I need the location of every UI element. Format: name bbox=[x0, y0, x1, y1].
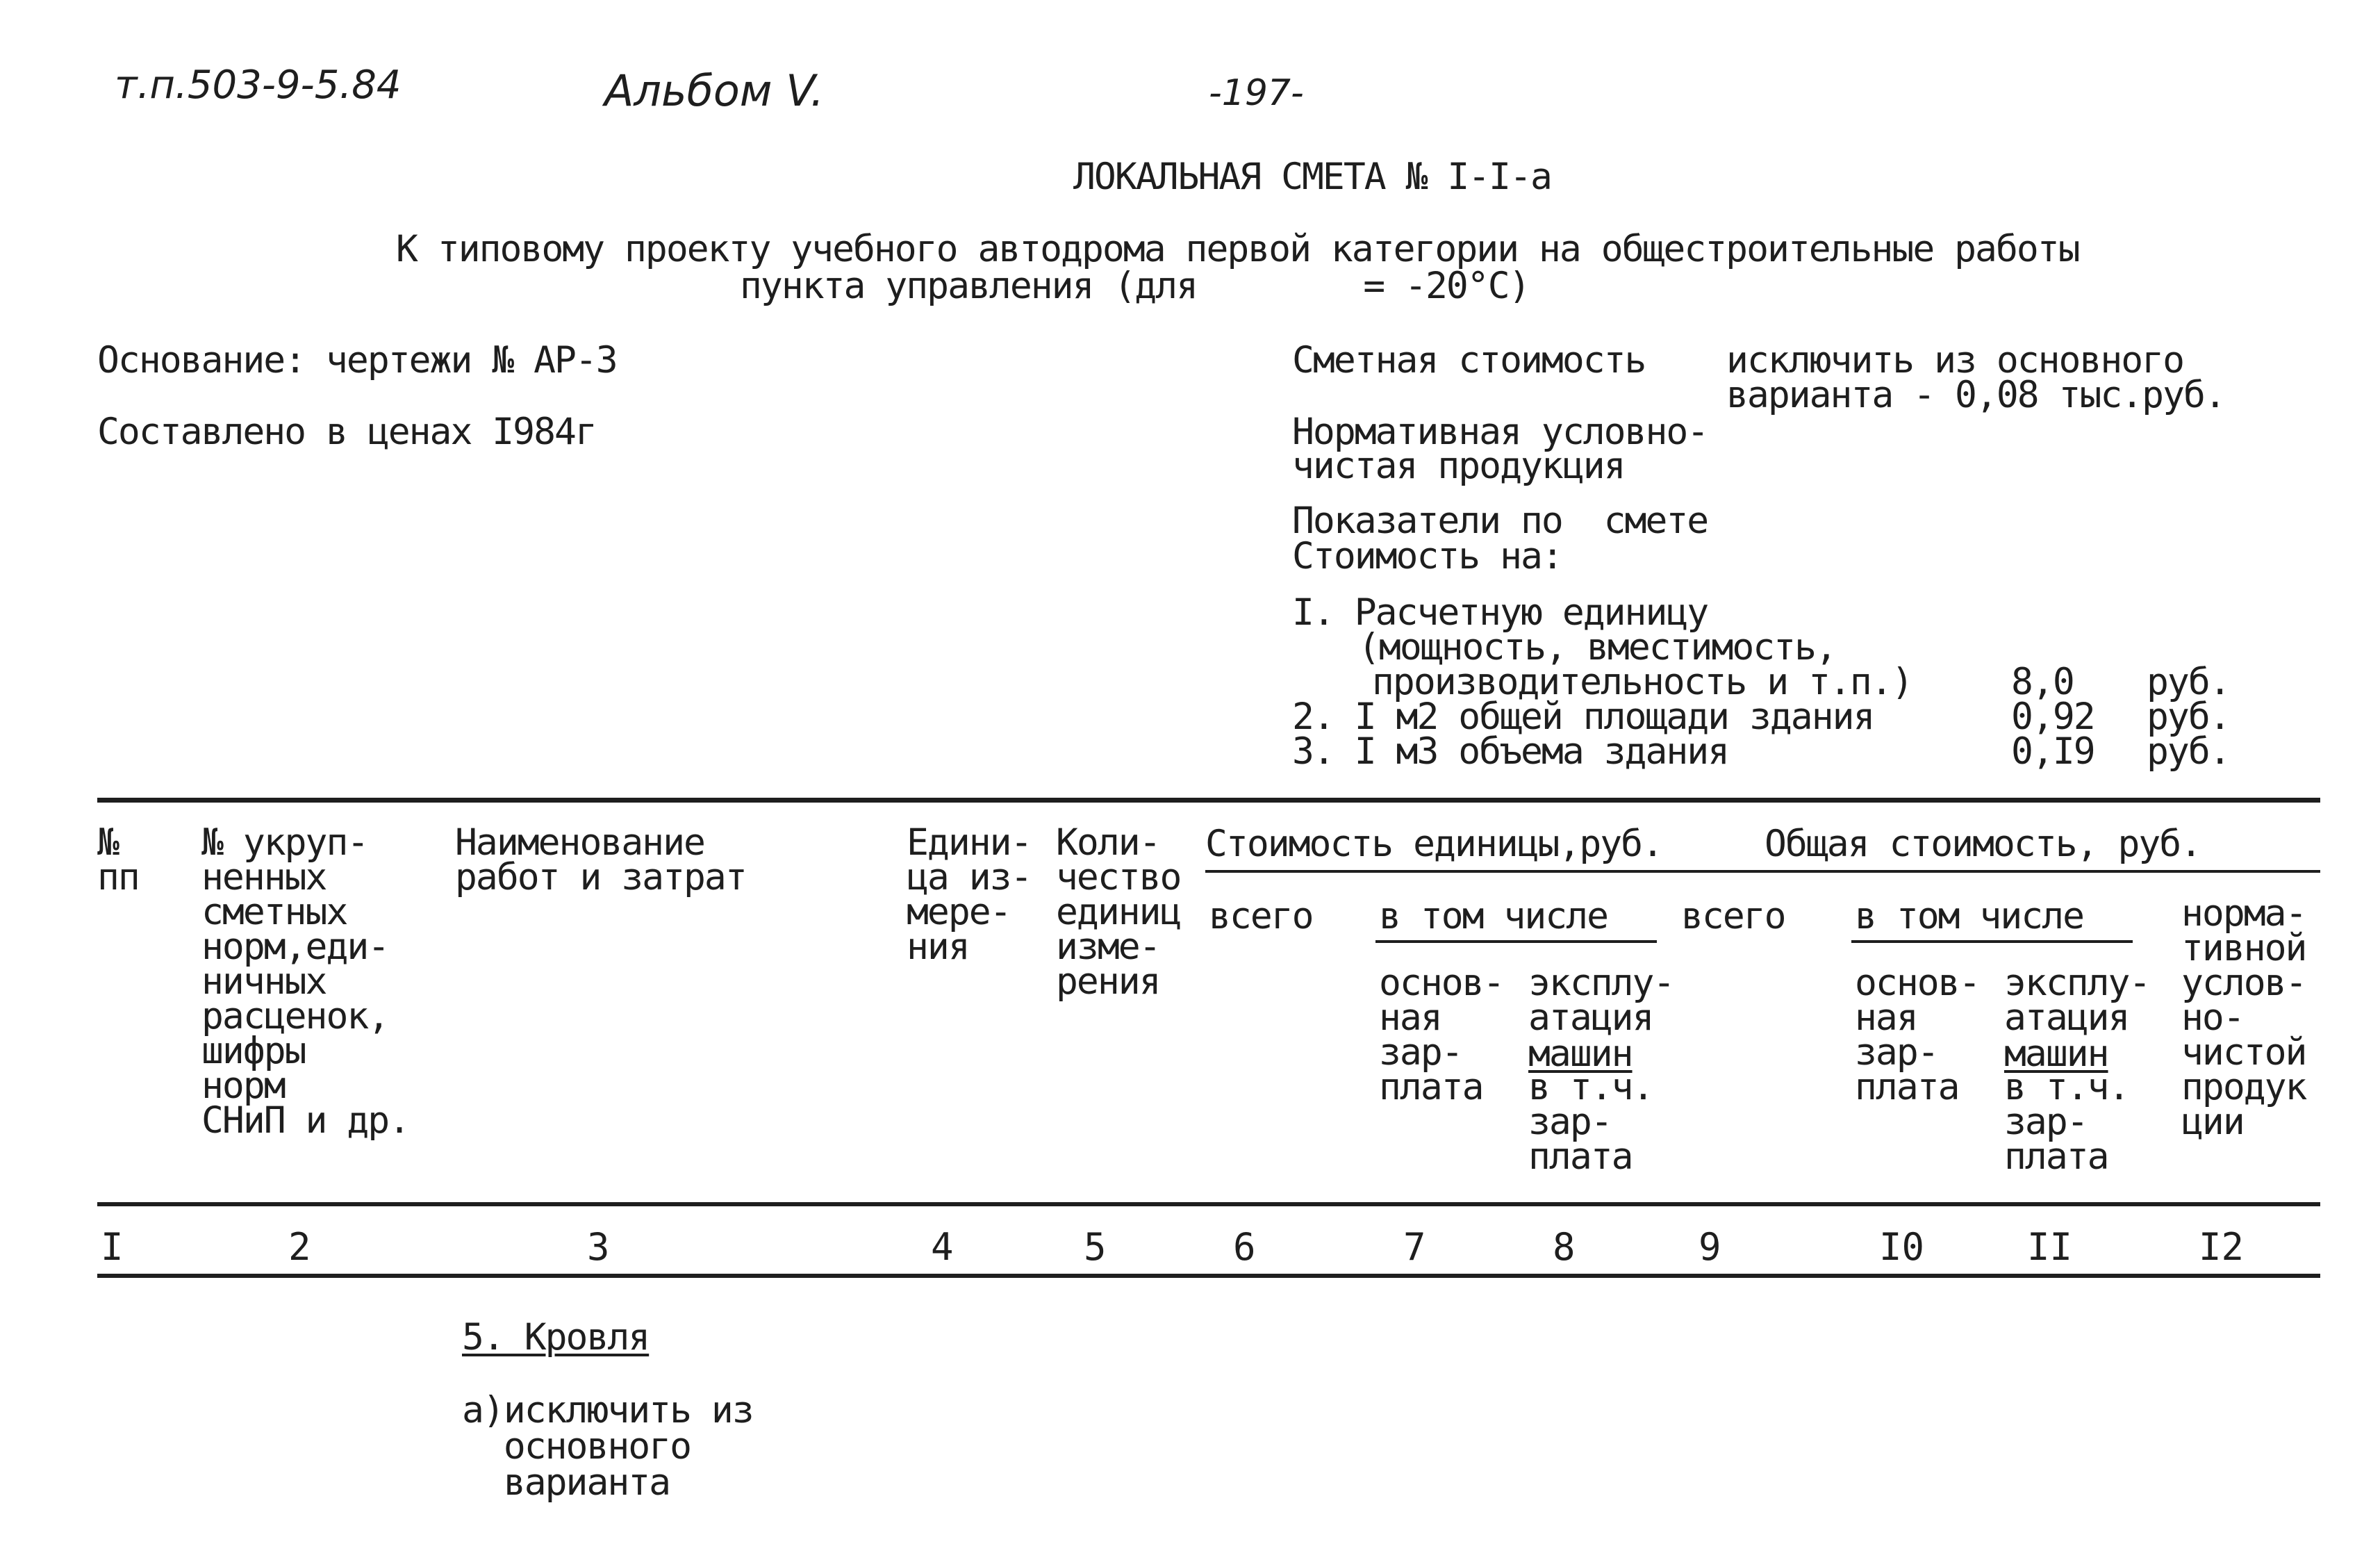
indicator-1-line-3: производительность и т.п.) bbox=[1372, 661, 1912, 703]
header-unit-base-salary: основ- ная зар- плата bbox=[1379, 962, 1504, 1108]
subtitle-line-1: К типовому проекту учебного автодрома первой категории на общестроительные работы bbox=[396, 228, 2079, 270]
total-breakdown-rule bbox=[1851, 940, 2133, 943]
column-number-5: 5 bbox=[1084, 1225, 1107, 1269]
prices-text: Составлено в ценах I984г bbox=[97, 411, 596, 453]
subtitle-line-2: пункта управления (для = -20°С) bbox=[740, 265, 1530, 307]
section-title: 5. Кровля bbox=[462, 1316, 650, 1358]
header-total-including: в том числе bbox=[1855, 895, 2083, 937]
header-total-machines-3: в т.ч. зар- плата bbox=[2004, 1066, 2129, 1178]
header-total-cost: Общая стоимость, руб. bbox=[1765, 823, 2201, 865]
indicator-3-line: 3. I м3 объема здания bbox=[1292, 730, 1729, 773]
normative-line-1: Нормативная условно- bbox=[1292, 411, 1708, 453]
column-numbers-rule bbox=[97, 1274, 2320, 1278]
column-number-10: I0 bbox=[1879, 1225, 1925, 1269]
indicator-2-value: 0,92 bbox=[2011, 696, 2094, 738]
header-bottom-rule bbox=[97, 1202, 2320, 1206]
page-number: -197- bbox=[1209, 72, 1304, 114]
cost-subheader-rule bbox=[1205, 870, 2320, 873]
column-number-2: 2 bbox=[288, 1225, 311, 1269]
header-work-name: Наименование работ и затрат bbox=[455, 821, 746, 898]
normative-line-2: чистая продукция bbox=[1292, 445, 1625, 487]
unit-breakdown-rule bbox=[1375, 940, 1657, 943]
indicators-line-2: Стоимость на: bbox=[1292, 535, 1562, 577]
header-unit-machines-1: эксплу- атация bbox=[1528, 962, 1674, 1039]
indicator-1-value: 8,0 bbox=[2011, 661, 2074, 703]
column-number-9: 9 bbox=[1699, 1225, 1721, 1269]
header-unit-total: всего bbox=[1209, 895, 1313, 937]
indicator-3-value: 0,I9 bbox=[2011, 730, 2094, 773]
header-total-machines-2: машин bbox=[2004, 1033, 2108, 1075]
column-number-1: I bbox=[101, 1225, 124, 1269]
indicator-3-unit: руб. bbox=[2147, 730, 2230, 773]
header-row-number: № пп bbox=[97, 821, 139, 898]
indicator-2-unit: руб. bbox=[2147, 696, 2230, 738]
header-quantity: Коли- чество единиц изме- рения bbox=[1056, 821, 1181, 1003]
estimate-cost-value-1: исключить из основного bbox=[1726, 339, 2183, 381]
column-number-7: 7 bbox=[1403, 1225, 1426, 1269]
header-unit-cost: Стоимость единицы,руб. bbox=[1205, 823, 1662, 865]
header-normative-product: норма- тивной услов- но- чистой продук ции bbox=[2181, 892, 2306, 1143]
header-total-base-salary: основ- ная зар- плата bbox=[1855, 962, 1980, 1108]
estimate-title: ЛОКАЛЬНАЯ СМЕТА № I-I-а bbox=[1073, 156, 1551, 198]
column-number-11: II bbox=[2027, 1225, 2073, 1269]
item-a-text: а)исключить из основного варианта bbox=[462, 1389, 753, 1504]
album-label: Альбом V. bbox=[604, 65, 825, 116]
header-unit-machines-2: машин bbox=[1528, 1033, 1633, 1075]
column-number-12: I2 bbox=[2199, 1225, 2245, 1269]
estimate-cost-label: Сметная стоимость bbox=[1292, 339, 1646, 381]
indicator-1-unit: руб. bbox=[2147, 661, 2230, 703]
header-total-total: всего bbox=[1681, 895, 1785, 937]
column-number-8: 8 bbox=[1553, 1225, 1576, 1269]
column-number-4: 4 bbox=[931, 1225, 954, 1269]
indicator-2-line: 2. I м2 общей площади здания bbox=[1292, 696, 1874, 738]
estimate-cost-value-2: варианта - 0,08 тыс.руб. bbox=[1726, 374, 2225, 416]
indicators-line-1: Показатели по смете bbox=[1292, 500, 1708, 542]
header-unit-machines-3: в т.ч. зар- плата bbox=[1528, 1066, 1653, 1178]
column-number-3: 3 bbox=[587, 1225, 610, 1269]
indicator-1-line-1: I. Расчетную единицу bbox=[1292, 591, 1708, 634]
project-code: т.п.503-9-5.84 bbox=[115, 63, 402, 108]
table-top-rule bbox=[97, 798, 2320, 803]
indicator-1-line-2: (мощность, вместимость, bbox=[1358, 626, 1836, 668]
header-unit-measure: Едини- ца из- мере- ния bbox=[907, 821, 1032, 968]
basis-text: Основание: чертежи № АР-3 bbox=[97, 339, 617, 381]
header-total-machines-1: эксплу- атация bbox=[2004, 962, 2150, 1039]
header-unit-including: в том числе bbox=[1379, 895, 1608, 937]
header-norm-codes: № укруп- ненных сметных норм,еди- ничных расценок, шифры норм СНиП и др. bbox=[201, 821, 410, 1142]
column-number-6: 6 bbox=[1233, 1225, 1256, 1269]
